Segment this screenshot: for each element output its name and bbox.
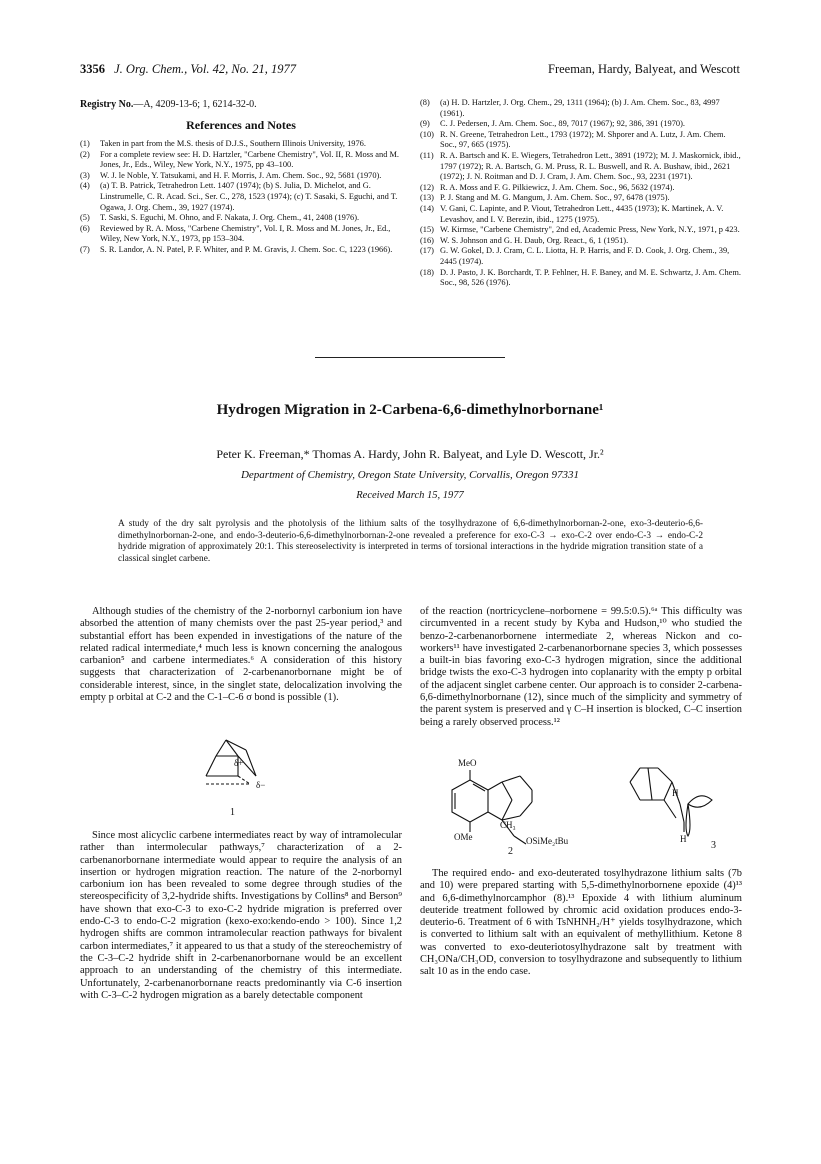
reference-text: Taken in part from the M.S. thesis of D.J.S., Southern Illinois University, 1976. — [100, 139, 366, 148]
running-header — [80, 62, 740, 82]
reference-text: G. W. Gokel, D. J. Cram, C. L. Liotta, H. P. Harris, and F. D. Cook, J. Org. Chem., 39, 2445 (1974). — [440, 246, 730, 266]
reference-text: D. J. Pasto, J. K. Borchardt, T. P. Fehlner, H. F. Baney, and M. E. Schwartz, J. Am. Chem. Soc., 98, 526 (1976). — [440, 267, 742, 288]
structure-3-label: 3 — [711, 840, 716, 851]
reference-item — [420, 98, 742, 119]
reference-number: (12) — [420, 182, 434, 192]
reference-text: R. N. Greene, Tetrahedron Lett., 1793 (1972); M. Shporer and A. Lutz, J. Am. Chem. Soc., 97, 665 (1975). — [440, 129, 726, 150]
reference-text: C. J. Pedersen, J. Am. Chem. Soc., 89, 7017 (1967); 92, 386, 391 (1970). — [440, 119, 685, 129]
paragraph: Although studies of the chemistry of the 2-norbornyl carbonium ion have absorbed the attention of many chemists over the past 25-year period,³ and substantial effort has been expended in investigations of the nature of the related radical intermediate,⁴ much less is known concerning the analogous carbanion⁵ and carbene intermediates.⁶ A consideration of this history suggests that characterization of 2-carbenanorbornane might be of considerable interest, since, in the singlet state, delocalization involving the empty p orbital at C-2 and the C-1–C-6 σ bond is possible (1). — [80, 606, 402, 704]
reference-number: (6) — [80, 223, 90, 233]
reference-item — [420, 130, 742, 151]
reference-number: (11) — [420, 150, 434, 160]
reference-text: R. A. Moss and F. G. Pilkiewicz, J. Am. Chem. Soc., 96, 5632 (1974). — [440, 182, 675, 192]
structure-1 — [198, 736, 288, 821]
reference-number: (16) — [420, 235, 434, 245]
registry-numbers — [80, 99, 402, 110]
reference-list-left — [80, 139, 402, 256]
reference-text: T. Saski, S. Eguchi, M. Ohno, and F. Nakata, J. Org. Chem., 41, 2408 (1976). — [100, 213, 360, 223]
reference-item — [80, 150, 402, 171]
structure-2 — [440, 758, 600, 857]
paragraph: of the reaction (nortricyclene–norbornene = 99.5:0.5).⁶ᵃ This difficulty was circumvented in a recent study by Kyba and Hudson,¹⁰ who studied the benzo-2-carbenanorbornene intermediate 2, whereas Nickon and co-workers¹¹ have investigated 2-carbenanorbornane species 3, which possesses a built-in bias favoring exo-C-3 hydrogen migration, since the additional bridge twists the exo-C-3 hydrogen into coplanarity with the empty p orbital of the adjacent singlet carbene center. Our approach is to consider 2-carbena-6,6-dimethylnorbornane (12), since much of the simplicity and symmetry of the parent system is preserved and γ C–H insertion is blocked, C–C insertion being a rarely observed process.¹² — [420, 606, 742, 728]
journal-citation: J. Org. Chem., Vol. 42, No. 21, 1977 — [114, 62, 296, 76]
reference-item — [420, 193, 742, 204]
received-date: Received March 15, 1977 — [356, 490, 464, 501]
reference-item — [80, 224, 402, 245]
structure-3 — [618, 760, 728, 855]
body-left-column — [80, 606, 402, 704]
reference-number: (14) — [420, 203, 434, 213]
reference-text: V. Gani, C. Lapinte, and P. Viout, Tetrahedron Lett., 4435 (1973); K. Martinek, A. V. Levashov, and I. V. Berezin, ibid., 1275 (1975). — [440, 203, 724, 224]
reference-number: (18) — [420, 267, 434, 277]
reference-item — [420, 119, 742, 130]
reference-number: (5) — [80, 213, 90, 223]
structure-2-label: 2 — [508, 846, 513, 857]
reference-number: (2) — [80, 149, 90, 159]
reference-number: (7) — [80, 244, 90, 254]
reference-text: S. R. Landor, A. N. Patel, P. F. Whiter, and P. M. Gravis, J. Chem. Soc. C, 1223 (1966). — [100, 244, 393, 254]
meo-label: MeO — [458, 758, 477, 768]
reference-text: W. Kirmse, "Carbene Chemistry", 2nd ed, Academic Press, New York, N.Y., 1971, p 423. — [440, 225, 740, 235]
reference-text: W. S. Johnson and G. H. Daub, Org. React., 6, 1 (1951). — [440, 235, 629, 245]
registry-label: Registry No. — [80, 99, 134, 110]
structure-1-drawing — [198, 736, 288, 821]
reference-item — [80, 245, 402, 256]
references-left-column — [80, 99, 402, 256]
reference-number: (3) — [80, 170, 90, 180]
reference-text: (a) H. D. Hartzler, J. Org. Chem., 29, 1311 (1964); (b) J. Am. Chem. Soc., 83, 4997 (1961). — [440, 98, 720, 118]
reference-item — [420, 236, 742, 247]
reference-text: R. A. Bartsch and K. E. Wiegers, Tetrahedron Lett., 3891 (1972); M. J. Maskornick, ibid., 1797 (1972); R. A. Bartsch, G. M. Pruss, R. L. Buswell, and R. A. Bushaw, ibid., 2621 (1972); J. N. Roitman and D. J. Cram, J. Am. Chem. Soc., 93, 2231 (1971). — [440, 150, 741, 182]
paragraph: Since most alicyclic carbene intermediates react by way of intramolecular rather than intermolecular pathways,⁷ characterization of a 2-carbenanorbornane intermediate would appear to require the analysis of an insertion or hydrogen migration reaction. The nature of the 2-norbornyl carbonium ion has been revealed to some degree through studies of the stereospecificity of 3,2-hydride shifts. Investigations by Collins⁸ and Berson⁹ have shown that exo-C-3 to exo-C-2 hydride migration is preferred over endo-C-3 to endo-C-2 migration (kexo-exo:kendo-endo > 100). Since 1,2 hydrogen shifts are common intramolecular reaction pathways for bivalent carbon intermediates,⁷ it appeared to us that a study of the stereochemistry of the C-3–C-2 hydride shift in 2-carbenanorbornane would be an excellent approach to an understanding of the chemistry of this intermediate. Unfortunately, 2-carbenanorbornane reacts predominantly via C-6 insertion with C-3–C-2 hydrogen migration as a barely detectable component — [80, 830, 402, 1001]
h-top-label: H — [672, 788, 679, 798]
h-bottom-label: H — [680, 834, 687, 844]
structure-1-label: 1 — [230, 807, 235, 818]
registry-text: —A, 4209-13-6; 1, 6214-32-0. — [133, 99, 257, 110]
reference-number: (13) — [420, 193, 434, 203]
reference-number: (1) — [80, 139, 90, 148]
body-right-column — [420, 606, 742, 729]
ch3-label: CH₃ — [500, 820, 516, 830]
reference-text: For a complete review see: H. D. Hartzler, "Carbene Chemistry", Vol. II, R. Moss and M. Jones, Jr., Eds., Wiley, New York, N.Y., 1975, pp 43–100. — [100, 149, 400, 170]
delta-plus-label: δ+ — [234, 758, 244, 768]
references-heading: References and Notes — [186, 118, 296, 132]
reference-item — [420, 151, 742, 183]
reference-list-right — [420, 98, 742, 289]
reference-number: (10) — [420, 129, 434, 139]
reference-number: (8) — [420, 98, 430, 107]
reference-item — [420, 183, 742, 194]
reference-text: P. J. Stang and M. G. Mangum, J. Am. Chem. Soc., 97, 6478 (1975). — [440, 193, 670, 203]
body-left-column-continued — [80, 830, 402, 1002]
reference-item — [420, 225, 742, 236]
reference-text: Reviewed by R. A. Moss, "Carbene Chemistry", Vol. I, R. Moss and M. Jones, Jr., Ed., Wiley, New York, N.Y., 1973, pp 153–304. — [100, 223, 391, 244]
article-authors: Peter K. Freeman,* Thomas A. Hardy, John R. Balyeat, and Lyle D. Wescott, Jr.² — [216, 447, 604, 461]
reference-item — [80, 181, 402, 213]
osi-label: OSiMe₂tBu — [526, 836, 569, 846]
article-title: Hydrogen Migration in 2-Carbena-6,6-dimethylnorbornane¹ — [216, 402, 604, 418]
delta-minus-label: δ− — [256, 780, 266, 790]
paragraph: The required endo- and exo-deuterated tosylhydrazone lithium salts (7b and 10) were prepared starting with 5,5-dimethylnorbornene epoxide (4)¹³ and 6,6-dimethylnorcamphor (8).¹³ Epoxide 4 with lithium aluminum deuteride treatment followed by chromic acid oxidation produces endo-3-deuterio-6. Treatment of 6 with TsNHNH₂/H⁺ yields tosylhydrazone, which is converted to lithium salt with an equivalent of methyllithium. Ketone 8 was converted to exo-deuteriotosylhydrazone salt by treatment with CH₃ONa/CH₃OD, conversion to tosylhydrazone and subsequently to lithium salt 10 as in the endo case. — [420, 868, 742, 978]
reference-item — [80, 139, 402, 150]
running-authors: Freeman, Hardy, Balyeat, and Wescott — [548, 62, 740, 76]
reference-number: (4) — [80, 181, 90, 191]
article-affiliation: Department of Chemistry, Oregon State University, Corvallis, Oregon 97331 — [240, 469, 580, 481]
reference-number: (9) — [420, 119, 430, 129]
reference-item — [80, 213, 402, 224]
reference-item — [420, 268, 742, 289]
reference-text: (a) T. B. Patrick, Tetrahedron Lett. 1407 (1974); (b) S. Julia, D. Michelot, and G. Linstrumelle, C. R. Acad. Sci., Ser. C., 278, 1523 (1974); (c) T. Sasaki, S. Eguchi, and T. Ogawa, J. Org. Chem., 39, 1927 (1974). — [100, 181, 398, 212]
page-number: 3356 — [80, 62, 105, 76]
reference-item — [420, 204, 742, 225]
body-right-column-continued — [420, 868, 742, 979]
reference-number: (15) — [420, 225, 434, 235]
reference-number: (17) — [420, 246, 434, 256]
ome-label: OMe — [454, 832, 473, 842]
reference-text: W. J. le Noble, Y. Tatsukami, and H. F. Morris, J. Am. Chem. Soc., 92, 5681 (1970). — [100, 170, 382, 180]
reference-item — [80, 171, 402, 182]
section-divider — [315, 357, 505, 358]
reference-item — [420, 246, 742, 267]
abstract: A study of the dry salt pyrolysis and the photolysis of the lithium salts of the tosylhydrazone of 6,6-dimethylnorbornan-2-one, exo-3-deuterio-6,6-dimethylnorbornan-2-one, and endo-3-deuterio-6,6-dimethylnorbornan-2-one revealed a preference for exo-C-3 → exo-C-2 over endo-C-3 → endo-C-2 hydride migration of approximately 20:1. This stereoselectivity is interpreted in terms of torsional interactions in the hydride migration transition state of a classical singlet carbene. — [118, 519, 703, 564]
